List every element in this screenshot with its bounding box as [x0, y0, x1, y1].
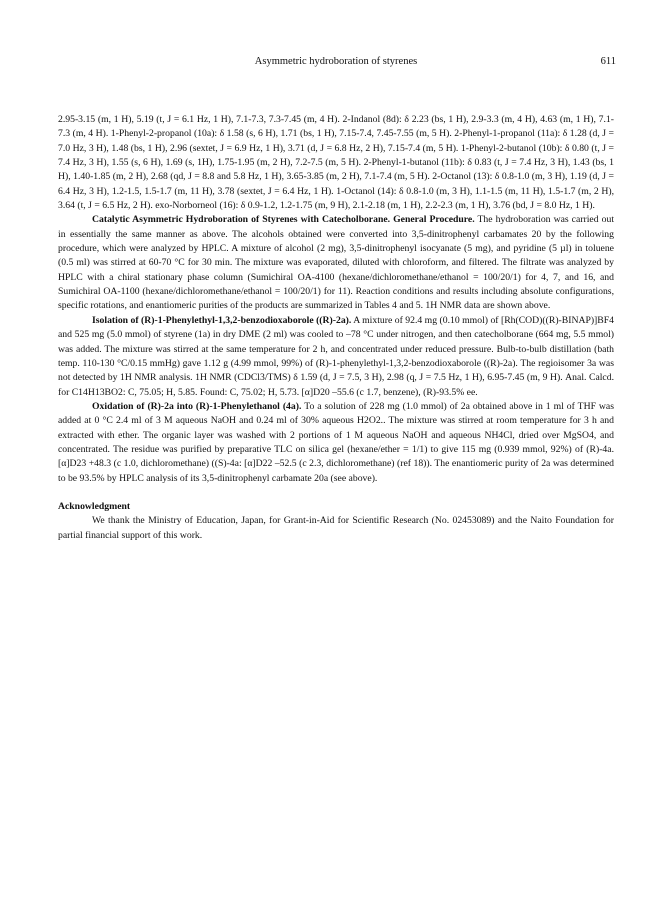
page-number: 611 — [600, 56, 616, 67]
isolation-text: A mixture of 92.4 mg (0.10 mmol) of [Rh(COD)((R)-BINAP)]BF4 and 525 mg (5.0 mmol) of styrene (1a) in dry DME (2 ml) was cooled to –78 °C under nitrogen, and then catecholborane (664 mg, 5.5 mmol) was added. The mixture was stirred at the same temperature for 2 h, and concentrated under reduced pressure. Bulb-to-bulb distillation (bath temp. 110-130 °C/0.15 mmHg) gave 1.12 g (4.99 mmol, 99%) of (R)-1-phenylethyl-1,3,2-benzodioxaborole ((R)-2a). The regioisomer 3a was not detected by 1H NMR analysis. 1H NMR (CDCl3/TMS) δ 1.59 (d, J = 7.5, 3 H), 2.98 (q, J = 7.5 Hz, 1 H), 6.95-7.45 (m, 9 H). Anal. Calcd. for C14H13BO2: C, 75.05; H, 5.85. Found: C, 75.02; H, 5.73. [α]D20 –55.6 (c 1.7, benzene), (R)-93.5% ee. — [58, 314, 614, 398]
nmr-data-paragraph: 2.95-3.15 (m, 1 H), 5.19 (t, J = 6.1 Hz, 1 H), 7.1-7.3, 7.3-7.45 (m, 4 H). 2-Indanol (8d): δ 2.23 (bs, 1 H), 2.9-3.3 (m, 4 H), 4.63 (m, 1 H), 7.1-7.3 (m, 4 H). 1-Phenyl-2-propanol (10a): δ 1.58 (s, 6 H), 1.71 (bs, 1 H), 7.15-7.4, 7.45-7.55 (m, 5 H). 2-Phenyl-1-propanol (11a): δ 1.28 (d, J = 7.0 Hz, 3 H), 1.48 (bs, 1 H), 2.96 (sextet, J = 6.9 Hz, 1 H), 3.71 (d, J = 6.8 Hz, 2 H), 7.15-7.4 (m, 5 H). 1-Phenyl-2-butanol (10b): δ 0.80 (t, J = 7.4 Hz, 3 H), 1.55 (s, 6 H), 1.69 (s, 1H), 1.75-1.95 (m, 2 H), 7.2-7.5 (m, 5 H). 2-Phenyl-1-butanol (11b): δ 0.83 (t, J = 7.4 Hz, 3 H), 1.43 (bs, 1 H), 1.40-1.85 (m, 2 H), 2.68 (qd, J = 8.8 and 5.8 Hz, 1 H), 3.65-3.85 (m, 2 H), 7.1-7.4 (m, 5 H). 2-Octanol (13): δ 0.8-1.0 (m, 3 H), 1.19 (d, J = 6.4 Hz, 3 H), 1.2-1.5, 1.5-1.7 (m, 11 H), 3.78 (sextet, J = 6.4 Hz, 1 H). 1-Octanol (14): δ 0.8-1.0 (m, 3 H), 1.1-1.5 (m, 11 H), 1.5-1.7 (m, 2 H), 3.64 (t, J = 6.5 Hz, 2 H). exo-Norborneol (16): δ 0.9-1.2, 1.2-1.75 (m, 9 H), 2.1-2.18 (m, 1 H), 2.2-2.3 (m, 1 H), 3.76 (bd, J = 8.0 Hz, 1 H). — [58, 114, 614, 212]
acknowledgment-heading: Acknowledgment — [58, 500, 131, 512]
catalytic-procedure-text: The hydroboration was carried out in essentially the same manner as above. The alcohols obtained were converted into 3,5-dinitrophenyl carbamates 20 by the following procedure, which were analyzed by HPLC. A mixture of alcohol (2 mg), 3,5-dinitrophenyl isocyanate (5 mg), and pyridine (5 µl) in toluene (0.5 ml) was stirred at 60-70 °C for 30 min. The mixture was evaporated, diluted with chloroform, and filtered. The filtrate was analyzed by HPLC with a chiral stationary phase column (Sumichiral OA-4100 (hexane/dichloromethane/ethanol = 100/20/1) for 4, 7, and 16, and Sumichiral OA-1100 (hexane/dichloromethane/ethanol = 100/20/1) for 11). Reaction conditions and results including absolute configurations, specific rotations, and enantiomeric purities of the products are summarized in Tables 4 and 5. 1H NMR data are shown above. — [58, 214, 615, 312]
catalytic-procedure-paragraph — [58, 213, 614, 313]
running-title: Asymmetric hydroboration of styrenes — [254, 56, 418, 67]
section-gap — [58, 486, 614, 500]
oxidation-paragraph — [58, 400, 614, 486]
acknowledgment-text: We thank the Ministry of Education, Japan, for Grant-in-Aid for Scientific Research (No. 02453089) and the Naito Foundation for partial financial support of this work. — [58, 515, 614, 541]
isolation-heading: Isolation of (R)-1-Phenylethyl-1,3,2-benzodioxaborole ((R)-2a). — [92, 314, 352, 326]
oxidation-text: To a solution of 228 mg (1.0 mmol) of 2a obtained above in 1 ml of THF was added at 0 °C 2.4 ml of 3 M aqueous NaOH and 0.24 ml of 30% aqueous H2O2.. The mixture was stirred at room temperature for 3 h and extracted with ether. The organic layer was washed with 2 portions of 1 M aqueous NaOH and aqueous NH4Cl, dried over MgSO4, and concentrated. The residue was purified by preparative TLC on silica gel (hexane/ether = 1/1) to give 115 mg (0.939 mmol, 92%) of (R)-4a. [α]D23 +48.3 (c 1.0, dichloromethane) ((S)-4a: [α]D22 –52.5 (c 2.3, dichloromethane) (ref 18)). The enantiomeric purity of 2a was determined to be 93.5% by HPLC analysis of its 3,5-dinitrophenyl carbamate 20a (see above). — [58, 400, 615, 484]
page-header — [0, 56, 672, 72]
isolation-paragraph — [58, 314, 614, 400]
article-body — [58, 113, 614, 543]
catalytic-procedure-heading: Catalytic Asymmetric Hydroboration of Styrenes with Catecholborane. General Procedure. — [92, 214, 475, 226]
oxidation-heading: Oxidation of (R)-2a into (R)-1-Phenylethanol (4a). — [92, 400, 302, 412]
